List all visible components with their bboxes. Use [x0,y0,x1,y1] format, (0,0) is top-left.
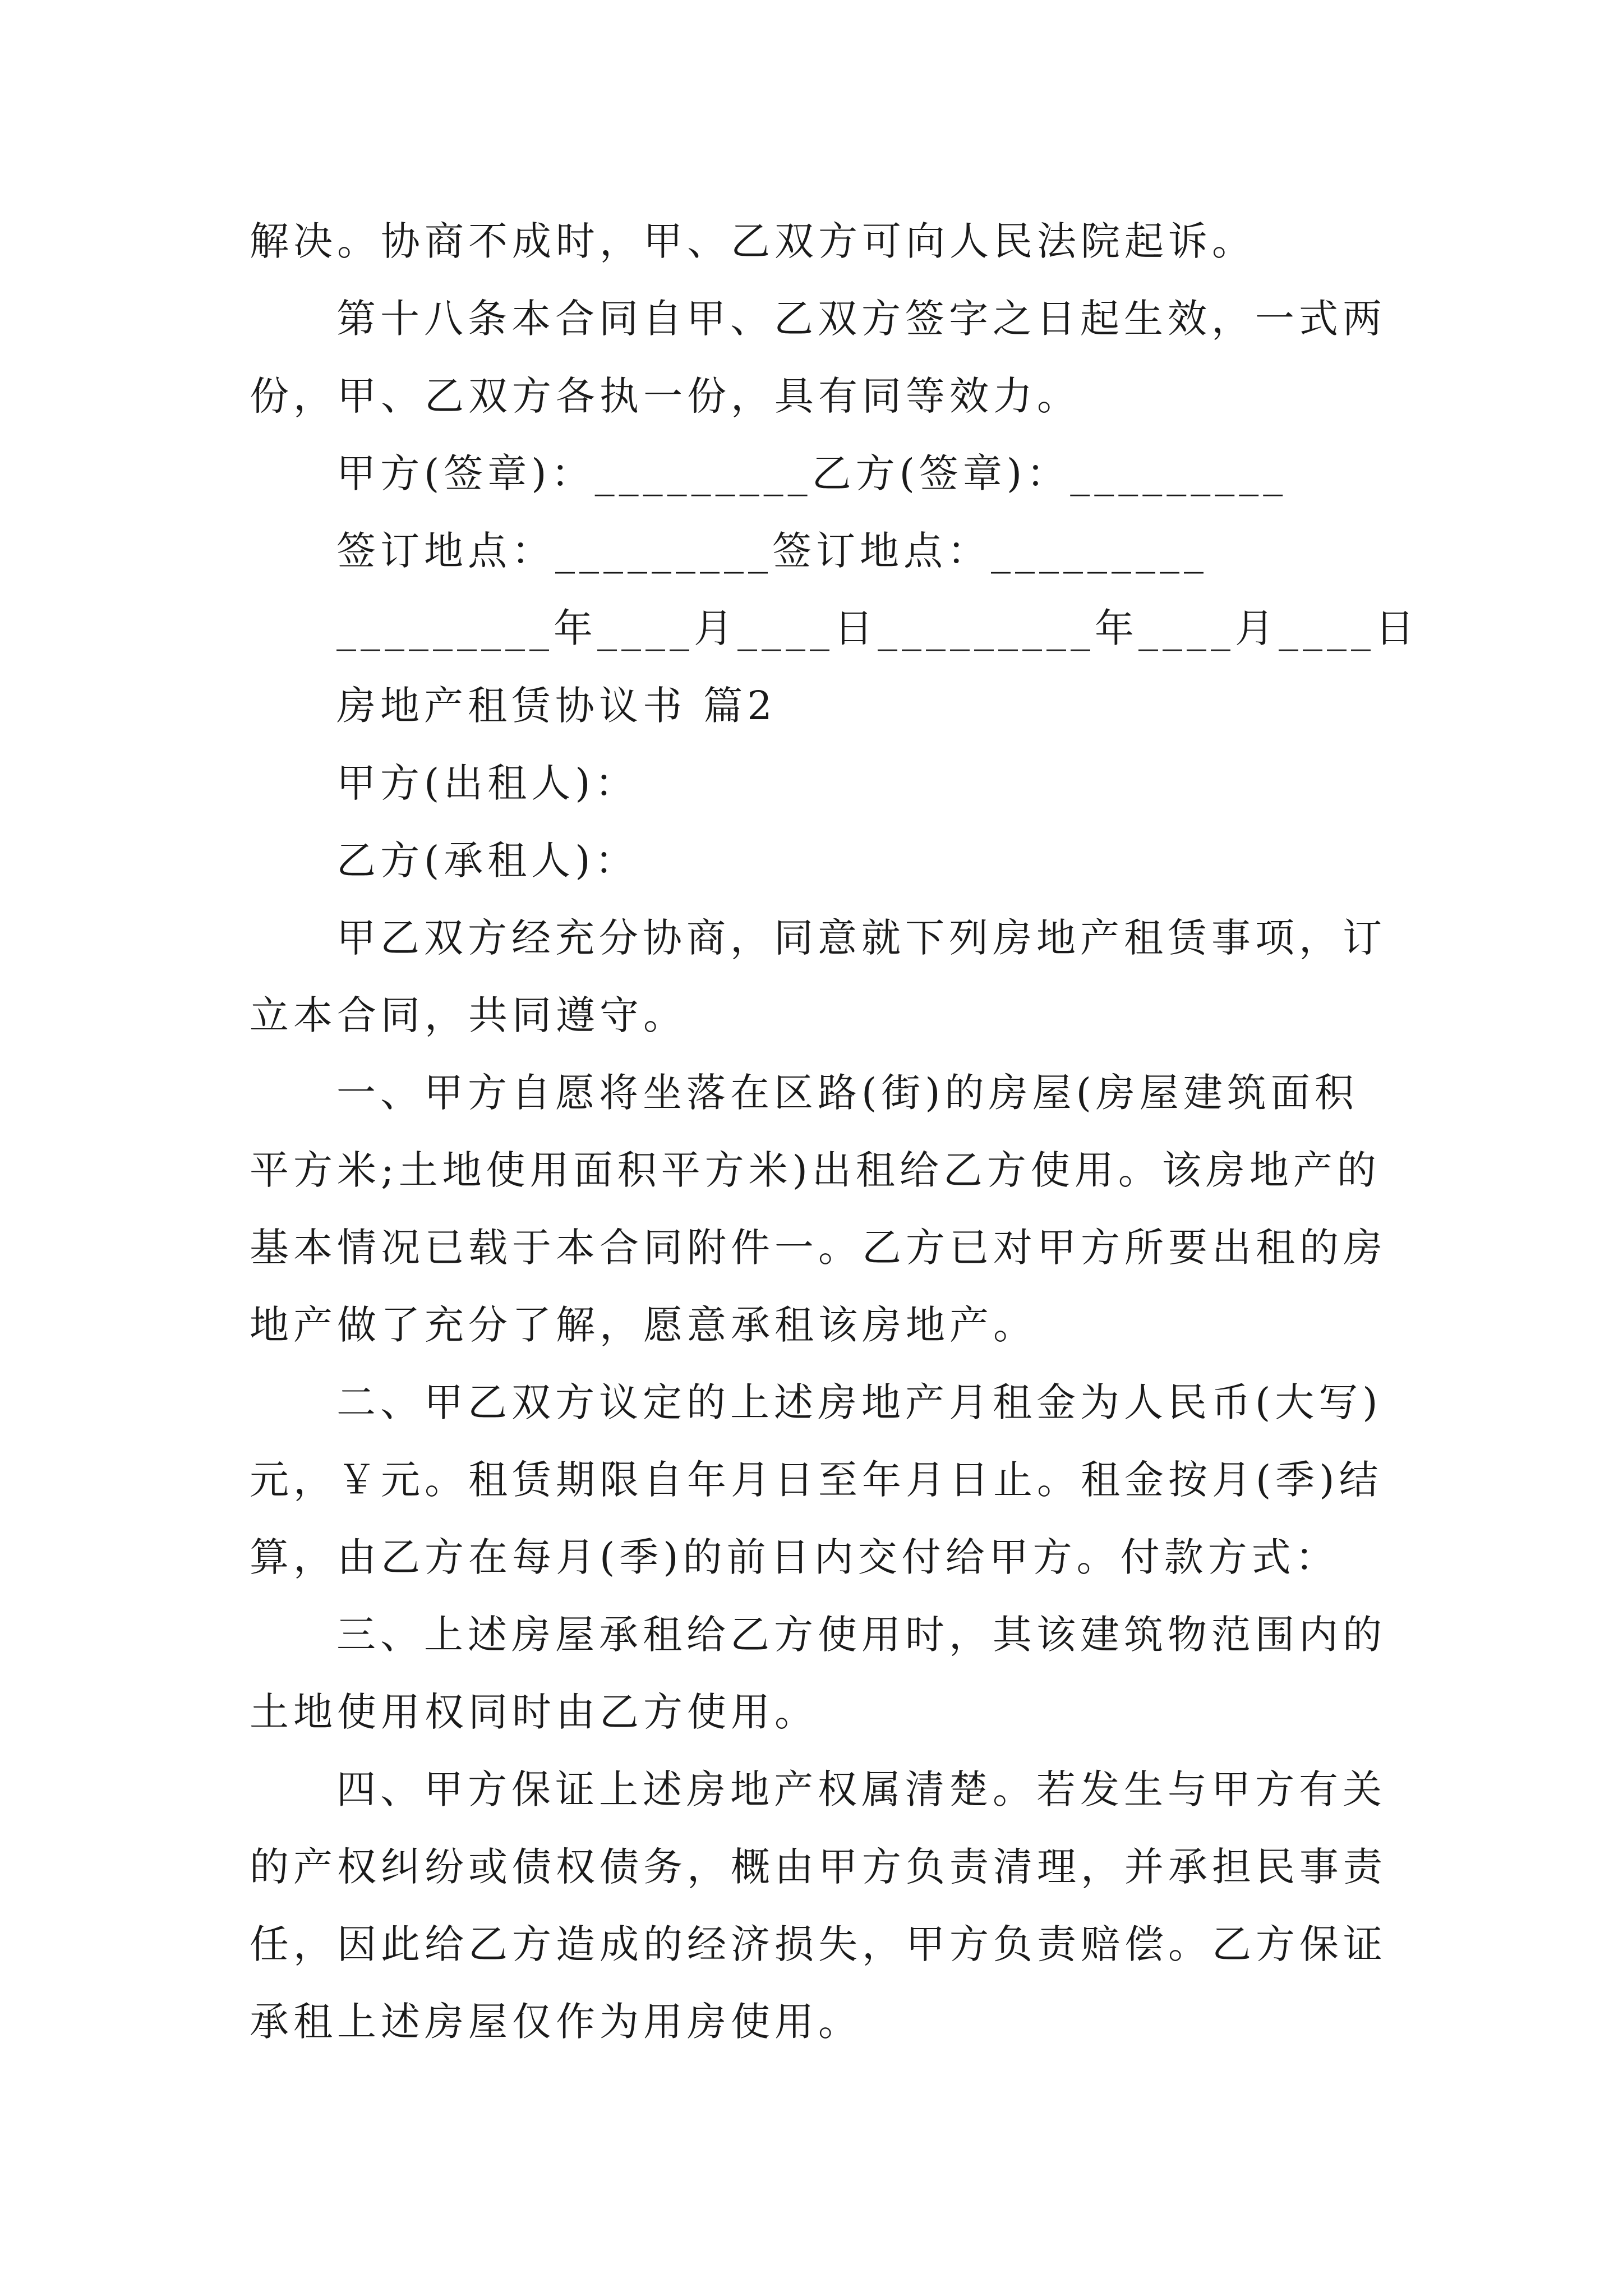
text-line: 份，甲、乙双方各执一份，具有同等效力。 [250,373,1081,419]
signature-line: 甲方(签章)：_________乙方(签章)：_________ [336,450,1288,496]
text-line: 平方米;土地使用面积平方米)出租给乙方使用。该房地产的 [250,1147,1381,1193]
text-line: 第十八条本合同自甲、乙双方签字之日起生效，一式两 [336,296,1386,342]
text-line: 甲方(出租人)： [336,760,639,806]
text-line: 四、甲方保证上述房地产权属清楚。若发生与甲方有关 [336,1766,1386,1812]
text-line: 土地使用权同时由乙方使用。 [250,1689,818,1735]
text-line: 元，￥元。租赁期限自年月日至年月日止。租金按月(季)结 [250,1457,1383,1503]
text-line: 立本合同，共同遵守。 [250,992,687,1038]
text-line: 基本情况已载于本合同附件一。乙方已对甲方所要出租的房 [250,1225,1387,1271]
text-line: 任，因此给乙方造成的经济损失，甲方负责赔偿。乙方保证 [250,1921,1387,1967]
text-line: 地产做了充分了解，愿意承租该房地产。 [250,1302,1037,1348]
text-line: 承租上述房屋仅作为用房使用。 [250,1999,862,2045]
text-line: 的产权纠纷或债权债务，概由甲方负责清理，并承担民事责 [250,1844,1387,1890]
section-title: 房地产租赁协议书 篇2 [336,683,777,729]
text-line: 一、甲方自愿将坐落在区路(街)的房屋(房屋建筑面积 [336,1070,1358,1116]
text-line: 三、上述房屋承租给乙方使用时，其该建筑物范围内的 [336,1612,1386,1658]
date-line: _________年____月____日_________年____月____日 [336,605,1419,651]
text-line: 二、甲乙双方议定的上述房地产月租金为人民币(大写) [336,1379,1382,1425]
text-line: 算，由乙方在每月(季)的前日内交付给甲方。付款方式： [250,1534,1339,1580]
text-line: 乙方(承租人)： [336,838,639,884]
text-line: 解决。协商不成时，甲、乙双方可向人民法院起诉。 [250,218,1256,264]
text-line: 甲乙双方经充分协商，同意就下列房地产租赁事项，订 [336,915,1386,961]
signing-place-line: 签订地点：_________签订地点：_________ [336,528,1208,574]
